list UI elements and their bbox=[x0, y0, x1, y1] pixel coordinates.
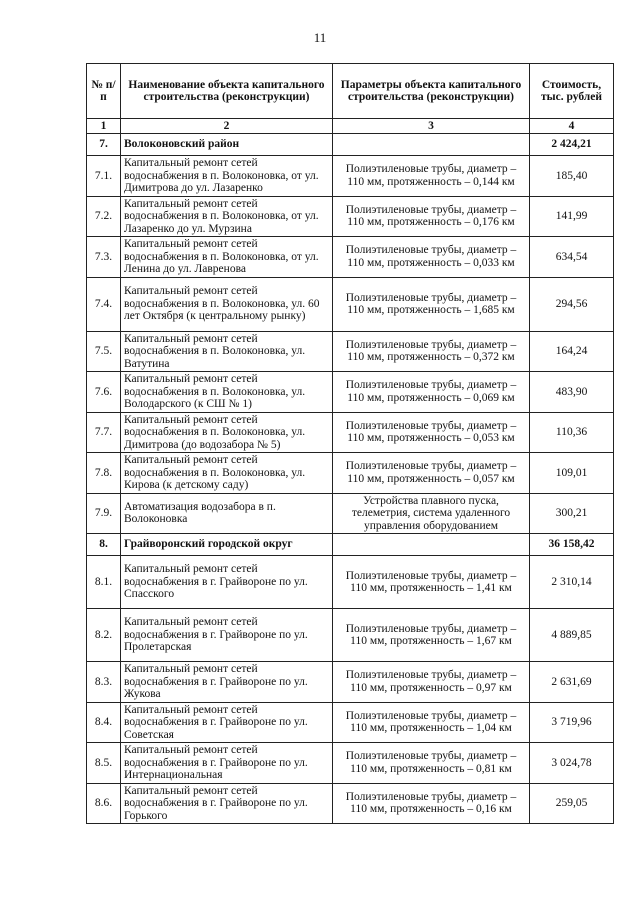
object-cost: 2 631,69 bbox=[530, 662, 614, 703]
column-number: 2 bbox=[121, 119, 333, 134]
object-name: Капитальный ремонт сетей водоснабжения в г. Грайвороне по ул. Пролетарская bbox=[121, 609, 333, 662]
table-row bbox=[87, 237, 614, 278]
row-number: 8.1. bbox=[87, 556, 121, 609]
table-row bbox=[87, 743, 614, 784]
column-number: 3 bbox=[333, 119, 530, 134]
object-name: Автоматизация водозабора в п. Волоконовка bbox=[121, 493, 333, 534]
table-body bbox=[87, 134, 614, 824]
table-row bbox=[87, 196, 614, 237]
row-number: 7.6. bbox=[87, 372, 121, 413]
row-number: 8.2. bbox=[87, 609, 121, 662]
header-num: № п/п bbox=[87, 64, 121, 119]
object-cost: 483,90 bbox=[530, 372, 614, 413]
object-cost: 634,54 bbox=[530, 237, 614, 278]
page-number: 11 bbox=[313, 30, 327, 45]
object-name: Капитальный ремонт сетей водоснабжения в п. Волоконовка, ул. 60 лет Октября (к центральному рынку) bbox=[121, 277, 333, 331]
object-name: Капитальный ремонт сетей водоснабжения в п. Волоконовка, от ул. Лазаренко до ул. Мурзина bbox=[121, 196, 333, 237]
object-name: Капитальный ремонт сетей водоснабжения в г. Грайвороне по ул. Советская bbox=[121, 702, 333, 743]
table-row bbox=[87, 556, 614, 609]
section-total: 36 158,42 bbox=[530, 534, 614, 556]
object-params: Полиэтиленовые трубы, диаметр – 110 мм, протяженность – 0,97 км bbox=[333, 662, 530, 703]
object-cost: 3 719,96 bbox=[530, 702, 614, 743]
column-number: 4 bbox=[530, 119, 614, 134]
object-name: Капитальный ремонт сетей водоснабжения в г. Грайвороне по ул. Спасского bbox=[121, 556, 333, 609]
section-name: Волоконовский район bbox=[121, 134, 333, 156]
table-row bbox=[87, 453, 614, 494]
section-row bbox=[87, 534, 614, 556]
object-cost: 185,40 bbox=[530, 156, 614, 197]
object-params: Полиэтиленовые трубы, диаметр – 110 мм, протяженность – 0,16 км bbox=[333, 783, 530, 824]
object-params: Полиэтиленовые трубы, диаметр – 110 мм, протяженность – 0,81 км bbox=[333, 743, 530, 784]
object-params: Устройства плавного пуска, телеметрия, система удаленного управления оборудованием bbox=[333, 493, 530, 534]
object-cost: 110,36 bbox=[530, 412, 614, 453]
object-params: Полиэтиленовые трубы, диаметр – 110 мм, протяженность – 0,372 км bbox=[333, 331, 530, 372]
header-object-params: Параметры объекта капитального строительства (реконструкции) bbox=[333, 64, 530, 119]
object-name: Капитальный ремонт сетей водоснабжения в п. Волоконовка, ул. Ватутина bbox=[121, 331, 333, 372]
object-params: Полиэтиленовые трубы, диаметр – 110 мм, протяженность – 0,057 км bbox=[333, 453, 530, 494]
row-number: 8.3. bbox=[87, 662, 121, 703]
row-number: 7.3. bbox=[87, 237, 121, 278]
object-cost: 3 024,78 bbox=[530, 743, 614, 784]
table-row bbox=[87, 331, 614, 372]
row-number: 7.4. bbox=[87, 277, 121, 331]
table-row bbox=[87, 662, 614, 703]
row-number: 7.5. bbox=[87, 331, 121, 372]
object-name: Капитальный ремонт сетей водоснабжения в п. Волоконовка, ул. Димитрова (до водозабора № 5) bbox=[121, 412, 333, 453]
column-number: 1 bbox=[87, 119, 121, 134]
table-row bbox=[87, 702, 614, 743]
table-header-row bbox=[87, 64, 614, 119]
object-cost: 4 889,85 bbox=[530, 609, 614, 662]
section-number: 7. bbox=[87, 134, 121, 156]
object-name: Капитальный ремонт сетей водоснабжения в п. Волоконовка, от ул. Ленина до ул. Лавренова bbox=[121, 237, 333, 278]
header-cost: Стоимость, тыс. рублей bbox=[530, 64, 614, 119]
section-params-empty bbox=[333, 534, 530, 556]
table-row bbox=[87, 156, 614, 197]
row-number: 8.5. bbox=[87, 743, 121, 784]
object-params: Полиэтиленовые трубы, диаметр – 110 мм, протяженность – 0,144 км bbox=[333, 156, 530, 197]
object-params: Полиэтиленовые трубы, диаметр – 110 мм, протяженность – 0,053 км bbox=[333, 412, 530, 453]
object-params: Полиэтиленовые трубы, диаметр – 110 мм, протяженность – 1,67 км bbox=[333, 609, 530, 662]
object-params: Полиэтиленовые трубы, диаметр – 110 мм, протяженность – 1,04 км bbox=[333, 702, 530, 743]
capital-construction-table bbox=[86, 63, 614, 824]
object-name: Капитальный ремонт сетей водоснабжения в г. Грайвороне по ул. Горького bbox=[121, 783, 333, 824]
table-row bbox=[87, 783, 614, 824]
table-row bbox=[87, 609, 614, 662]
row-number: 7.9. bbox=[87, 493, 121, 534]
row-number: 7.2. bbox=[87, 196, 121, 237]
header-object-name: Наименование объекта капитального строительства (реконструкции) bbox=[121, 64, 333, 119]
object-params: Полиэтиленовые трубы, диаметр – 110 мм, протяженность – 1,685 км bbox=[333, 277, 530, 331]
section-name: Грайворонский городской округ bbox=[121, 534, 333, 556]
object-name: Капитальный ремонт сетей водоснабжения в г. Грайвороне по ул. Жукова bbox=[121, 662, 333, 703]
object-cost: 259,05 bbox=[530, 783, 614, 824]
object-cost: 2 310,14 bbox=[530, 556, 614, 609]
object-params: Полиэтиленовые трубы, диаметр – 110 мм, протяженность – 1,41 км bbox=[333, 556, 530, 609]
object-name: Капитальный ремонт сетей водоснабжения в п. Волоконовка, ул. Володарского (к СШ № 1) bbox=[121, 372, 333, 413]
object-params: Полиэтиленовые трубы, диаметр – 110 мм, протяженность – 0,069 км bbox=[333, 372, 530, 413]
table-row bbox=[87, 493, 614, 534]
row-number: 7.7. bbox=[87, 412, 121, 453]
section-row bbox=[87, 134, 614, 156]
object-name: Капитальный ремонт сетей водоснабжения в п. Волоконовка, от ул. Димитрова до ул. Лазаренко bbox=[121, 156, 333, 197]
row-number: 8.4. bbox=[87, 702, 121, 743]
object-cost: 164,24 bbox=[530, 331, 614, 372]
row-number: 7.8. bbox=[87, 453, 121, 494]
section-params-empty bbox=[333, 134, 530, 156]
column-numbers-row bbox=[87, 119, 614, 134]
section-number: 8. bbox=[87, 534, 121, 556]
object-cost: 141,99 bbox=[530, 196, 614, 237]
row-number: 7.1. bbox=[87, 156, 121, 197]
object-params: Полиэтиленовые трубы, диаметр – 110 мм, протяженность – 0,176 км bbox=[333, 196, 530, 237]
row-number: 8.6. bbox=[87, 783, 121, 824]
object-name: Капитальный ремонт сетей водоснабжения в п. Волоконовка, ул. Кирова (к детскому саду) bbox=[121, 453, 333, 494]
table-row bbox=[87, 372, 614, 413]
object-name: Капитальный ремонт сетей водоснабжения в г. Грайвороне по ул. Интернациональная bbox=[121, 743, 333, 784]
table-row bbox=[87, 412, 614, 453]
object-params: Полиэтиленовые трубы, диаметр – 110 мм, протяженность – 0,033 км bbox=[333, 237, 530, 278]
section-total: 2 424,21 bbox=[530, 134, 614, 156]
object-cost: 294,56 bbox=[530, 277, 614, 331]
object-cost: 300,21 bbox=[530, 493, 614, 534]
object-cost: 109,01 bbox=[530, 453, 614, 494]
table-row bbox=[87, 277, 614, 331]
